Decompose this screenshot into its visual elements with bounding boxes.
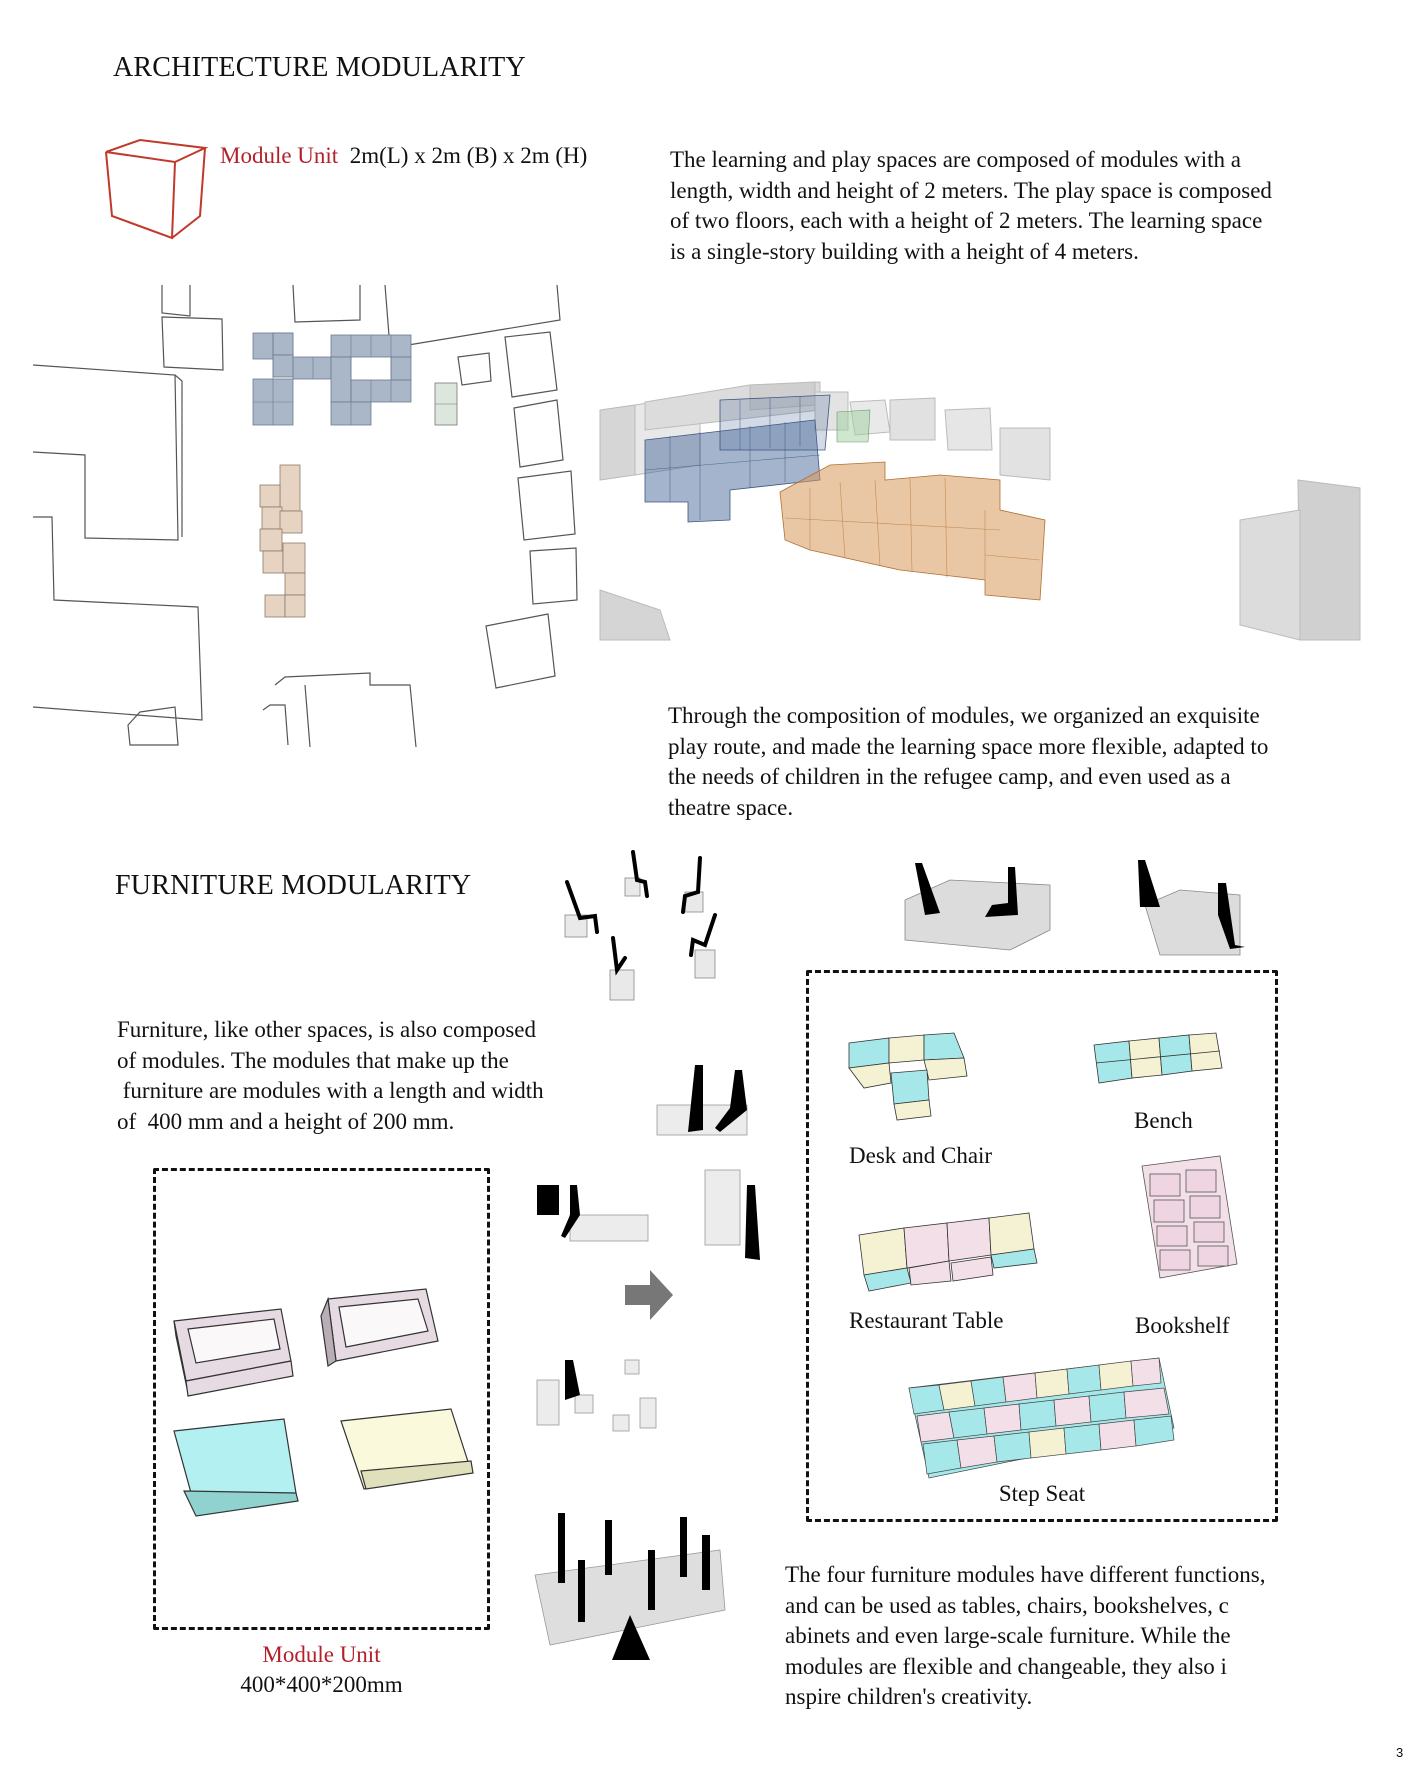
text-line: of two floors, each with a height of 2 meters. The learning space	[670, 208, 1263, 233]
architecture-module-unit	[220, 143, 587, 169]
label-restaurant-table: Restaurant Table	[849, 1308, 1004, 1333]
page-number: 3	[1396, 1745, 1404, 1760]
label-bench: Bench	[1134, 1108, 1193, 1133]
label-desk-and-chair: Desk and Chair	[849, 1143, 993, 1168]
text-line: Through the composition of modules, we organized an exquisite	[668, 703, 1260, 728]
text-line: nspire children's creativity.	[785, 1684, 1033, 1709]
text-line: theatre space.	[668, 794, 794, 820]
text-line: abinets and even large-scale furniture. While the	[785, 1623, 1231, 1648]
text-line: The four furniture modules have different functions,	[785, 1562, 1266, 1587]
text-line: play route, and made the learning space more flexible, adapted to	[668, 733, 1269, 759]
furniture-module-unit-caption	[153, 1640, 490, 1700]
label-step-seat: Step Seat	[998, 1481, 1086, 1506]
group-seating-illustration	[900, 845, 1290, 955]
text-line: modules are flexible and changeable, they also i	[785, 1653, 1227, 1679]
bench-model	[1094, 1033, 1224, 1088]
seated-people-illustration	[545, 840, 795, 1005]
module-unit-dimensions: 2m(L) x 2m (B) x 2m (H)	[349, 143, 588, 168]
module-unit-label: Module Unit	[262, 1642, 381, 1667]
module-unit-label: Module Unit	[220, 143, 339, 168]
cube-outline-icon	[100, 138, 212, 240]
text-line: of 400 mm and a height of 200 mm.	[117, 1108, 455, 1134]
text-line: of modules. The modules that make up the	[117, 1047, 509, 1073]
architecture-title: ARCHITECTURE MODULARITY	[113, 52, 526, 83]
label-bookshelf: Bookshelf	[1135, 1313, 1230, 1338]
text-line: The learning and play spaces are composed of modules with a	[670, 147, 1241, 172]
text-line: length, width and height of 2 meters. The play space is composed	[670, 177, 1272, 203]
theatre-pictogram	[530, 1495, 750, 1675]
module-unit-dimensions: 400*400*200mm	[240, 1672, 403, 1697]
perspective-model-view	[600, 370, 1360, 640]
module-unit-frame	[153, 1168, 490, 1630]
bookshelf-model	[1142, 1156, 1237, 1281]
restaurant-table-model	[859, 1213, 1044, 1293]
desk-and-chair-model	[849, 1028, 979, 1123]
text-line: and can be used as tables, chairs, bookshelves, c	[785, 1592, 1229, 1618]
furniture-title: FURNITURE MODULARITY	[115, 870, 472, 901]
text-line: Furniture, like other spaces, is also composed	[117, 1017, 537, 1042]
text-line: furniture are modules with a length and width	[117, 1078, 544, 1103]
usage-pictograms	[525, 1060, 785, 1440]
text-line: is a single-story building with a height of 4 meters.	[670, 238, 1139, 264]
step-seat-model	[909, 1358, 1179, 1478]
text-line: the needs of children in the refugee camp, and even used as a	[668, 764, 1231, 789]
furniture-conclusion	[785, 1560, 1345, 1713]
composition-description	[668, 701, 1388, 823]
site-plan-drawing	[30, 285, 590, 745]
furniture-types-frame	[806, 970, 1278, 1522]
architecture-description	[670, 145, 1390, 267]
